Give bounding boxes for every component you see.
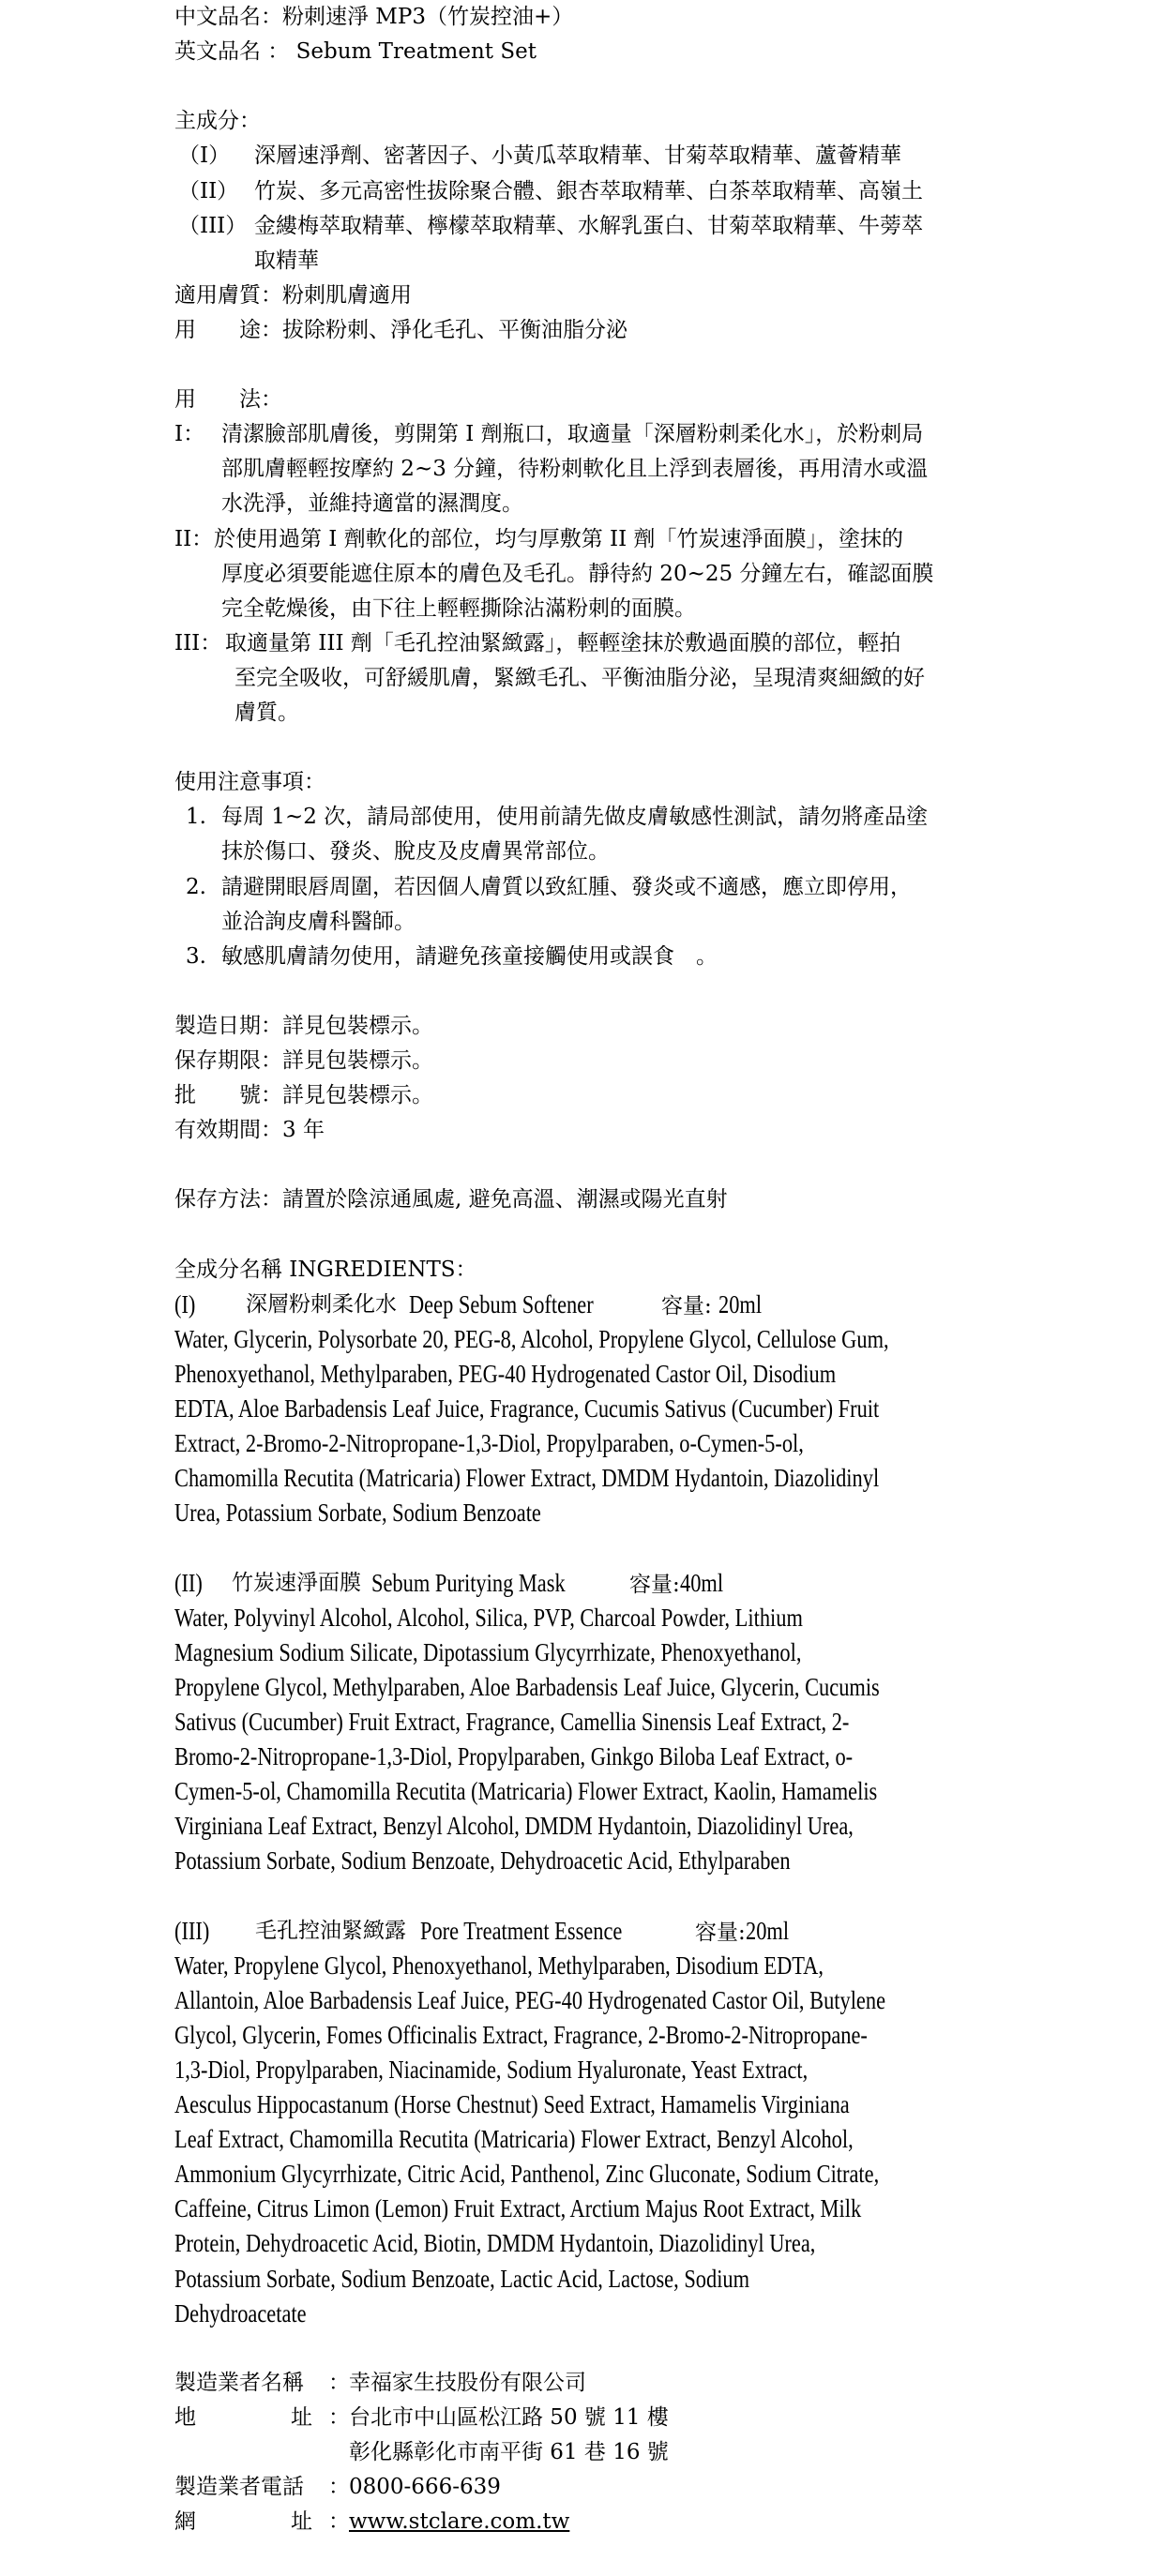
caution-line: 敏感肌膚請勿使用，請避免孩童接觸使用或誤食 。 (221, 943, 718, 969)
ingredient-line (174, 1322, 1036, 1357)
validity-row (174, 1113, 325, 1148)
ingredient-text: Water, Propylene Glycol, Phenoxyethanol, Methylparaben, Disodium EDTA, (174, 1951, 824, 1980)
ingredient-line (174, 1635, 930, 1670)
cn-name-label: 中文品名： (174, 5, 282, 29)
cautions-title: 使用注意事項： (174, 770, 325, 795)
ingredient-text: Aesculus Hippocastanum (Horse Chestnut) Seed Extract, Hamamelis Virginiana (174, 2090, 850, 2118)
usage-step-line: 部肌膚輕輕按摩約 2~3 分鐘，待粉刺軟化且上浮到表層後，再用清水或溫 (221, 457, 929, 482)
ingredient-text: Phenoxyethanol, Methylparaben, PEG-40 Hydrogenated Castor Oil, Disodium (174, 1359, 837, 1388)
usage-step-line: 厚度必須要能遮住原本的膚色及毛孔。靜待約 20~25 分鐘左右，確認面膜 (221, 561, 934, 586)
section-cn-name: 竹炭速淨面膜 (232, 1570, 361, 1595)
main-ingredient-num: （I） (178, 143, 231, 169)
ingredient-line (174, 1844, 916, 1878)
usage-step-num: I： (174, 422, 205, 447)
ingredient-line (174, 2122, 992, 2157)
ingredient-line (174, 1774, 1021, 1809)
usage-step-line: 取適量第 III 劑「毛孔控油緊緻露」，輕輕塗抹於敷過面膜的部位，輕拍 (225, 630, 901, 655)
ingredient-text: Water, Polyvinyl Alcohol, Alcohol, Silica, PVP, Charcoal Powder, Lithium (174, 1603, 803, 1632)
batch-value: 詳見包裝標示。 (282, 1083, 433, 1108)
section-en-name: Sebum Puritying Mask (371, 1568, 566, 1597)
skin-type-value: 粉刺肌膚適用 (282, 282, 412, 308)
ingredient-text: Bromo-2-Nitropropane-1,3-Diol, Propylparaben, Ginkgo Biloba Leaf Extract, o- (174, 1742, 854, 1770)
ingredient-text: Chamomilla Recutita (Matricaria) Flower Extract, DMDM Hydantoin, Diazolidinyl (174, 1464, 880, 1493)
volume-value: 40ml (679, 1568, 723, 1597)
cn-name-row (174, 0, 573, 35)
ingredient-text: Extract, 2-Bromo-2-Nitropropane-1,3-Diol, Propylparaben, o-Cymen-5-ol, (174, 1429, 804, 1458)
storage-value: 請置於陰涼通風處, 避免高溫、潮濕或陽光直射 (282, 1187, 728, 1213)
ingredient-line (174, 1601, 931, 1635)
ingredient-line (174, 1949, 957, 1983)
ingredient-line (174, 1809, 992, 1844)
colon: ： (328, 2475, 350, 2500)
usage-step-line: 水洗淨，並維持適當的濕潤度。 (221, 491, 523, 517)
section-cn-name: 毛孔控油緊緻露 (255, 1918, 406, 1943)
ingredient-line (174, 1670, 1024, 1705)
section-volume (629, 1566, 732, 1603)
ingredient-line (174, 1461, 1023, 1496)
usage-step-line: 於使用過第 I 劑軟化的部位，均勻厚敷第 II 劑「竹炭速淨面膜」，塗抹的 (214, 526, 904, 551)
shelf-life-label: 保存期限： (174, 1048, 282, 1073)
cn-name: 粉刺速淨 MP3（竹炭控油+） (282, 5, 574, 29)
section-num: (III) (174, 1916, 210, 1945)
usage-step-line: 至完全吸收，可舒緩肌膚，緊緻毛孔、平衡油脂分泌，呈現清爽細緻的好 (234, 665, 925, 690)
storage-label: 保存方法： (174, 1187, 282, 1213)
batch-row (174, 1078, 433, 1113)
manufacturer-name: 幸福家生技股份有限公司 (349, 2370, 586, 2395)
ingredient-text: Allantoin, Aloe Barbadensis Leaf Juice, PEG-40 Hydrogenated Castor Oil, Butylene (174, 1985, 886, 2014)
section-en-name: Deep Sebum Softener (409, 1289, 594, 1318)
main-ingredients-title: 主成分： (174, 109, 261, 134)
ingredient-text: Potassium Sorbate, Sodium Benzoate, Dehydroacetic Acid, Ethylparaben (174, 1846, 791, 1876)
ingredient-line (174, 2192, 1002, 2226)
ingredient-line (174, 2053, 938, 2087)
ingredient-line (174, 1496, 616, 1530)
section-volume (695, 1914, 797, 1951)
main-ingredient-text: 竹炭、多元高密性拔除聚合體、銀杏萃取精華、白茶萃取精華、高嶺土 (254, 178, 923, 203)
ingredient-line (174, 1392, 1023, 1426)
section-volume (661, 1288, 771, 1324)
section-num: (II) (174, 1568, 203, 1597)
caution-num: 1. (186, 805, 206, 830)
section-cn-name: 深層粉刺柔化水 (246, 1291, 397, 1317)
main-ingredient-text-cont: 取精華 (254, 248, 319, 273)
usage-step-line: 清潔臉部肌膚後，剪開第 I 劑瓶口，取適量「深層粉刺柔化水」，於粉刺局 (221, 422, 924, 447)
caution-line: 每周 1~2 次，請局部使用，使用前請先做皮膚敏感性測試，請勿將產品塗 (221, 805, 929, 830)
ingredient-text: Virginiana Leaf Extract, Benzyl Alcohol, DMDM Hydantoin, Diazolidinyl Urea, (174, 1812, 854, 1841)
ingredient-text: Glycol, Glycerin, Fomes Officinalis Extract, Fragrance, 2-Bromo-2-Nitropropane- (174, 2020, 868, 2049)
caution-num: 2. (186, 874, 206, 899)
colon: ： (328, 2404, 350, 2430)
ingredient-line (174, 1740, 991, 1774)
ingredient-line (174, 1705, 988, 1740)
mfg-date-value: 詳見包裝標示。 (282, 1013, 433, 1038)
main-ingredient-num: （II） (178, 178, 239, 203)
main-ingredient-num: （III） (178, 213, 248, 238)
ingredient-text: Dehydroacetate (174, 2298, 307, 2327)
web-label-a: 網 (174, 2509, 196, 2535)
purpose-value: 拔除粉刺、淨化毛孔、平衡油脂分泌 (282, 317, 627, 342)
skin-type-row (174, 279, 412, 313)
ingredient-line (174, 1357, 972, 1392)
ingredient-text: Urea, Potassium Sorbate, Sodium Benzoate (174, 1499, 541, 1528)
skin-type-label: 適用膚質： (174, 282, 282, 308)
ingredient-text: Ammonium Glycyrrhizate, Citric Acid, Panthenol, Zinc Gluconate, Sodium Citrate, (174, 2160, 880, 2189)
caution-line: 請避開眼唇周圍，若因個人膚質以致紅腫、發炎或不適感，應立即停用， (221, 874, 912, 899)
usage-step-num: III： (174, 630, 222, 655)
ingredients-title: 全成分名稱 INGREDIENTS： (174, 1257, 477, 1282)
ingredient-text: EDTA, Aloe Barbadensis Leaf Juice, Fragrance, Cucumis Sativus (Cucumber) Fruit (174, 1394, 880, 1423)
purpose-row (174, 313, 627, 348)
caution-num: 3. (186, 943, 206, 969)
en-name: Sebum Treatment Set (295, 39, 537, 65)
ingredient-text: Sativus (Cucumber) Fruit Extract, Fragrance, Camellia Sinensis Leaf Extract, 2- (174, 1707, 850, 1736)
shelf-life-row (174, 1044, 433, 1078)
en-name-label: 英文品名 ： (174, 39, 290, 65)
ingredient-text: Protein, Dehydroacetic Acid, Biotin, DMDM Hydantoin, Diazolidinyl Urea, (174, 2229, 816, 2258)
ingredient-line (174, 2157, 1023, 2192)
ingredient-line (174, 2262, 868, 2297)
ingredient-line (174, 1426, 932, 1461)
ingredient-text: Magnesium Sodium Silicate, Dipotassium Glycyrrhizate, Phenoxyethanol, (174, 1637, 802, 1666)
purpose-label: 用 途： (174, 317, 282, 342)
ingredient-line (174, 2087, 988, 2122)
main-ingredient-text: 金縷梅萃取精華、檸檬萃取精華、水解乳蛋白、甘菊萃取精華、牛蒡萃 (254, 213, 923, 238)
address-line: 彰化縣彰化市南平街 61 巷 16 號 (349, 2440, 669, 2464)
mfg-date-row (174, 1009, 433, 1044)
usage-step-line: 完全乾燥後，由下往上輕輕撕除沾滿粉刺的面膜。 (221, 595, 696, 621)
phone-number: 0800-666-639 (349, 2475, 501, 2500)
batch-label: 批 號： (174, 1083, 282, 1108)
validity-value: 3 年 (282, 1118, 325, 1143)
ingredient-text: Propylene Glycol, Methylparaben, Aloe Barbadensis Leaf Juice, Glycerin, Cucumis (174, 1672, 880, 1701)
ingredient-text: Water, Glycerin, Polysorbate 20, PEG-8, Alcohol, Propylene Glycol, Cellulose Gum, (174, 1324, 889, 1353)
usage-title: 用 法： (174, 387, 282, 413)
section-num: (I) (174, 1289, 196, 1318)
web-label-b: 址 (291, 2509, 312, 2535)
ingredient-text: Leaf Extract, Chamomilla Recutita (Matricaria) Flower Extract, Benzyl Alcohol, (174, 2125, 854, 2154)
storage-row (174, 1183, 728, 1217)
main-ingredient-text: 深層速淨劑、密著因子、小黃瓜萃取精華、甘菊萃取精華、蘆薈精華 (254, 143, 901, 169)
mfg-date-label: 製造日期： (174, 1013, 282, 1038)
volume-value: 20ml (718, 1289, 763, 1318)
ingredient-text: Caffeine, Citrus Limon (Lemon) Fruit Extract, Arctium Majus Root Extract, Milk (174, 2194, 862, 2223)
volume-label: 容量: (629, 1572, 680, 1597)
colon: ： (328, 2509, 350, 2535)
usage-step-line: 膚質。 (234, 700, 299, 725)
volume-label: 容量: (661, 1293, 712, 1318)
ingredient-text: Potassium Sorbate, Sodium Benzoate, Lactic Acid, Lactose, Sodium (174, 2264, 750, 2293)
section-en-name: Pore Treatment Essence (420, 1916, 623, 1945)
ingredient-line (174, 2226, 946, 2261)
phone-label: 製造業者電話 (174, 2475, 304, 2500)
ingredient-text: 1,3-Diol, Propylparaben, Niacinamide, Sodium Hyaluronate, Yeast Extract, (174, 2055, 809, 2084)
ingredient-line (174, 2018, 1009, 2053)
ingredient-line (174, 2297, 333, 2331)
website-link[interactable]: www.stclare.com.tw (349, 2509, 570, 2535)
ingredient-line (174, 1983, 1031, 2018)
volume-value: 20ml (745, 1916, 789, 1945)
address-line: 台北市中山區松江路 50 號 11 樓 (349, 2404, 669, 2430)
address-label-b: 址 (291, 2404, 312, 2430)
manufacturer-name-label: 製造業者名稱 (174, 2370, 304, 2395)
validity-label: 有效期間： (174, 1118, 282, 1143)
en-name-row (174, 35, 537, 69)
caution-line: 抹於傷口、發炎、脫皮及皮膚異常部位。 (221, 839, 610, 865)
ingredient-text: Cymen-5-ol, Chamomilla Recutita (Matricaria) Flower Extract, Kaolin, Hamamelis (174, 1777, 878, 1806)
caution-line: 並洽詢皮膚科醫師。 (221, 909, 416, 934)
colon: ： (328, 2370, 350, 2395)
usage-step-num: II： (174, 526, 214, 551)
shelf-life-value: 詳見包裝標示。 (282, 1048, 433, 1073)
address-label-a: 地 (174, 2404, 196, 2430)
volume-label: 容量: (695, 1920, 746, 1945)
